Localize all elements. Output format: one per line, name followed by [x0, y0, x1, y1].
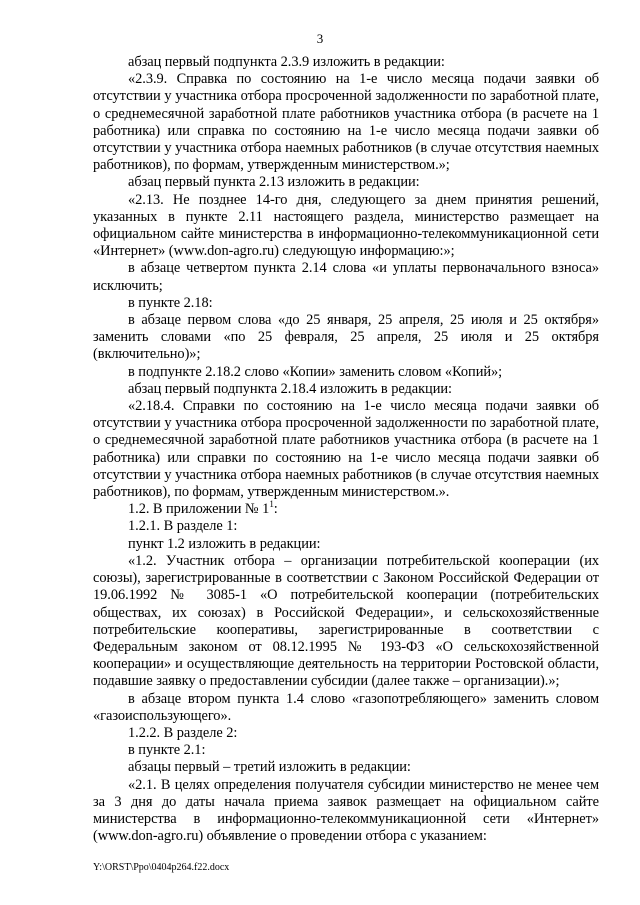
paragraph: пункт 1.2 изложить в редакции:	[128, 535, 321, 552]
paragraph: абзац первый подпункта 2.18.4 изложить в редакции:	[128, 380, 452, 397]
appendix-heading-text: 1.2. В приложении № 1	[128, 501, 270, 518]
appendix-heading	[93, 501, 599, 518]
paragraph: в абзаце первом слова «до 25 января, 25 апреля, 25 июля и 25 октября» заменить словами «по 25 февраля, 25 апреля, 25 июля и 25 октября (включительно)»;	[93, 312, 599, 363]
paragraph: в абзаце втором пункта 1.4 слово «газопотребляющего» заменить словом «газоиспользующего».	[93, 690, 599, 724]
paragraph: абзацы первый – третий изложить в редакции:	[128, 759, 411, 776]
paragraph: абзац первый пункта 2.13 изложить в редакции:	[128, 174, 420, 191]
paragraph: в пункте 2.18:	[128, 294, 213, 311]
paragraph: «2.1. В целях определения получателя субсидии министерство не менее чем за 3 дня до даты начала приема заявок размещает на официальном сайте министерства в информационно-телекоммуникационной сети «Интернет» (www.don-agro.ru) объявление о проведении отбора с указанием:	[93, 776, 599, 845]
paragraph: «1.2. Участник отбора – организации потребительской кооперации (их союзы), зарегистрированные в соответствии с Законом Российской Федерации от 19.06.1992 № 3085-1 «О потребительской кооперации (потребительских обществах, их союзах) в Российской Федерации», и сельскохозяйственные потребительские кооперативы, зарегистрированные в соответствии с Федеральным законом от 08.12.1995 № 193-ФЗ «О сельскохозяйственной кооперации» и осуществляющие деятельность на территории Ростовской области, подавшие заявку о предоставлении субсидии (далее также – организации).»;	[93, 552, 599, 690]
paragraph: в абзаце четвертом пункта 2.14 слова «и уплаты первоначального взноса» исключить;	[93, 260, 599, 294]
paragraph: 1.2.2. В разделе 2:	[128, 724, 238, 741]
paragraph: «2.3.9. Справка по состоянию на 1-е число месяца подачи заявки об отсутствии у участника отбора просроченной задолженности по заработной плате, о среднемесячной заработной плате работников участника отбора (в расчете на 1 работника) или справка по состоянию на 1-е число месяца подачи заявки об отсутствии у участника отбора наемных работников (в случае отсутствия наемных работников), по формам, утвержденным министерством.»;	[93, 71, 599, 174]
paragraph: в подпункте 2.18.2 слово «Копии» заменить словом «Копий»;	[128, 363, 503, 380]
document-body	[93, 54, 599, 845]
paragraph: «2.13. Не позднее 14-го дня, следующего за днем принятия решений, указанных в пункте 2.11 настоящего раздела, министерство размещает на официальном сайте министерства в информационно-телекоммуникационной сети «Интернет» (www.don-agro.ru) следующую информацию:»;	[93, 191, 599, 260]
file-path-footer: Y:\ORST\Ppo\0404p264.f22.docx	[93, 862, 230, 873]
page-number: 3	[316, 31, 324, 46]
paragraph: в пункте 2.1:	[128, 742, 206, 759]
appendix-colon: :	[273, 501, 278, 518]
paragraph: абзац первый подпункта 2.3.9 изложить в редакции:	[128, 54, 445, 70]
paragraph: 1.2.1. В разделе 1:	[128, 518, 238, 535]
appendix-superscript: 1	[269, 499, 274, 510]
paragraph: «2.18.4. Справки по состоянию на 1-е число месяца подачи заявки об отсутствии у участника отбора просроченной задолженности по заработной плате, о среднемесячной заработной плате работников участника отбора (в расчете на 1 работника) или справки по состоянию на 1-е число месяца подачи заявки об отсутствии у участника отбора наемных работников (в случае отсутствия наемных работников), по формам, утвержденным министерством.».	[93, 398, 599, 501]
